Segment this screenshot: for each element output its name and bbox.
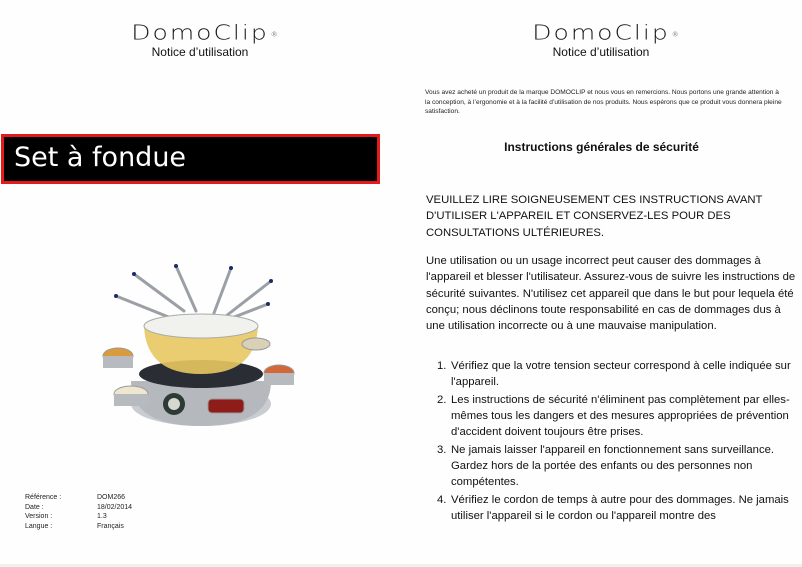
- domoclip-logo: [532, 20, 679, 45]
- safety-page: [401, 0, 802, 564]
- registered-mark: ®: [671, 31, 679, 38]
- list-text: Vérifiez le cordon de temps à autre pour des dommages. Ne jamais utiliser l'appareil si le cordon ou l'appareil montre des: [451, 493, 789, 522]
- list-number: 3.: [437, 443, 447, 456]
- logo-block: [501, 19, 701, 59]
- list-number: 1.: [437, 360, 447, 372]
- meta-value: Français: [97, 522, 124, 530]
- usage-paragraph: Une utilisation ou un usage incorrect peut causer des dommages à l'appareil et blesser l'utilisateur. Assurez-vous de suivre les instructions de sécurité suivantes. N'utilisez cet appareil que dans le but pour lequela été conçu; nous déclinons toute responsabilité en cas de dommages dus à une utilisation incorrecte ou à une mauvaise manipulation.: [426, 255, 796, 333]
- list-text: Les instructions de sécurité n'éliminent pas complètement par elles-mêmes tous les dangers et des mesures appropriées de prévention d'accident doivent toujours être prises.: [451, 393, 790, 439]
- section-title: Instructions générales de sécurité: [504, 140, 699, 154]
- logo-text: DomoClip: [131, 20, 269, 45]
- list-item: [426, 492, 798, 524]
- logo-text: DomoClip: [532, 20, 670, 45]
- meta-value: 18/02/2014: [97, 503, 133, 511]
- document-metadata: [25, 493, 132, 531]
- cover-page: [0, 0, 401, 564]
- title-banner: [1, 134, 380, 184]
- fondue-set-image: [96, 256, 306, 436]
- logo-subtitle: Notice d’utilisation: [151, 45, 249, 59]
- list-item: [426, 442, 798, 491]
- domoclip-logo: [131, 20, 278, 45]
- registered-mark: ®: [270, 31, 278, 38]
- meta-value: 1.3: [97, 513, 107, 520]
- warning-paragraph: VEUILLEZ LIRE SOIGNEUSEMENT CES INSTRUCTIONS AVANT D'UTILISER L'APPAREIL ET CONSERVEZ-LES POUR DES CONSULTATIONS ULTÉRIEURES.: [426, 194, 763, 239]
- meta-label: Version :: [25, 513, 53, 520]
- list-number: 4.: [437, 493, 447, 506]
- meta-row-language: [25, 522, 132, 532]
- list-text: Ne jamais laisser l'appareil en fonctionnement sans surveillance. Gardez hors de la portée des enfants ou des personnes non compétentes.: [451, 443, 775, 489]
- meta-row-reference: [25, 493, 132, 503]
- product-title: Set à fondue: [14, 142, 187, 173]
- meta-label: Langue :: [25, 522, 53, 530]
- list-number: 2.: [437, 393, 447, 406]
- logo-subtitle: Notice d’utilisation: [552, 45, 650, 59]
- list-item: [426, 358, 798, 390]
- logo-block: [100, 19, 300, 59]
- meta-value: DOM266: [97, 494, 126, 501]
- meta-row-date: [25, 503, 132, 513]
- meta-label: Date :: [25, 503, 44, 511]
- list-item: [426, 392, 798, 441]
- safety-instructions-list: [426, 358, 798, 525]
- meta-label: Référence :: [25, 494, 62, 501]
- meta-row-version: [25, 512, 132, 522]
- intro-paragraph: Vous avez acheté un produit de la marque DOMOCLIP et nous vous en remercions. Nous portons une grande attention à la conception, à l’ergonomie et à la facilité d’utilisation de nos produits. Nous espérons que ce produit vous donnera pleine satisfaction.: [425, 89, 782, 116]
- list-text: Vérifiez que la votre tension secteur correspond à celle indiquée sur l'appareil.: [451, 360, 791, 389]
